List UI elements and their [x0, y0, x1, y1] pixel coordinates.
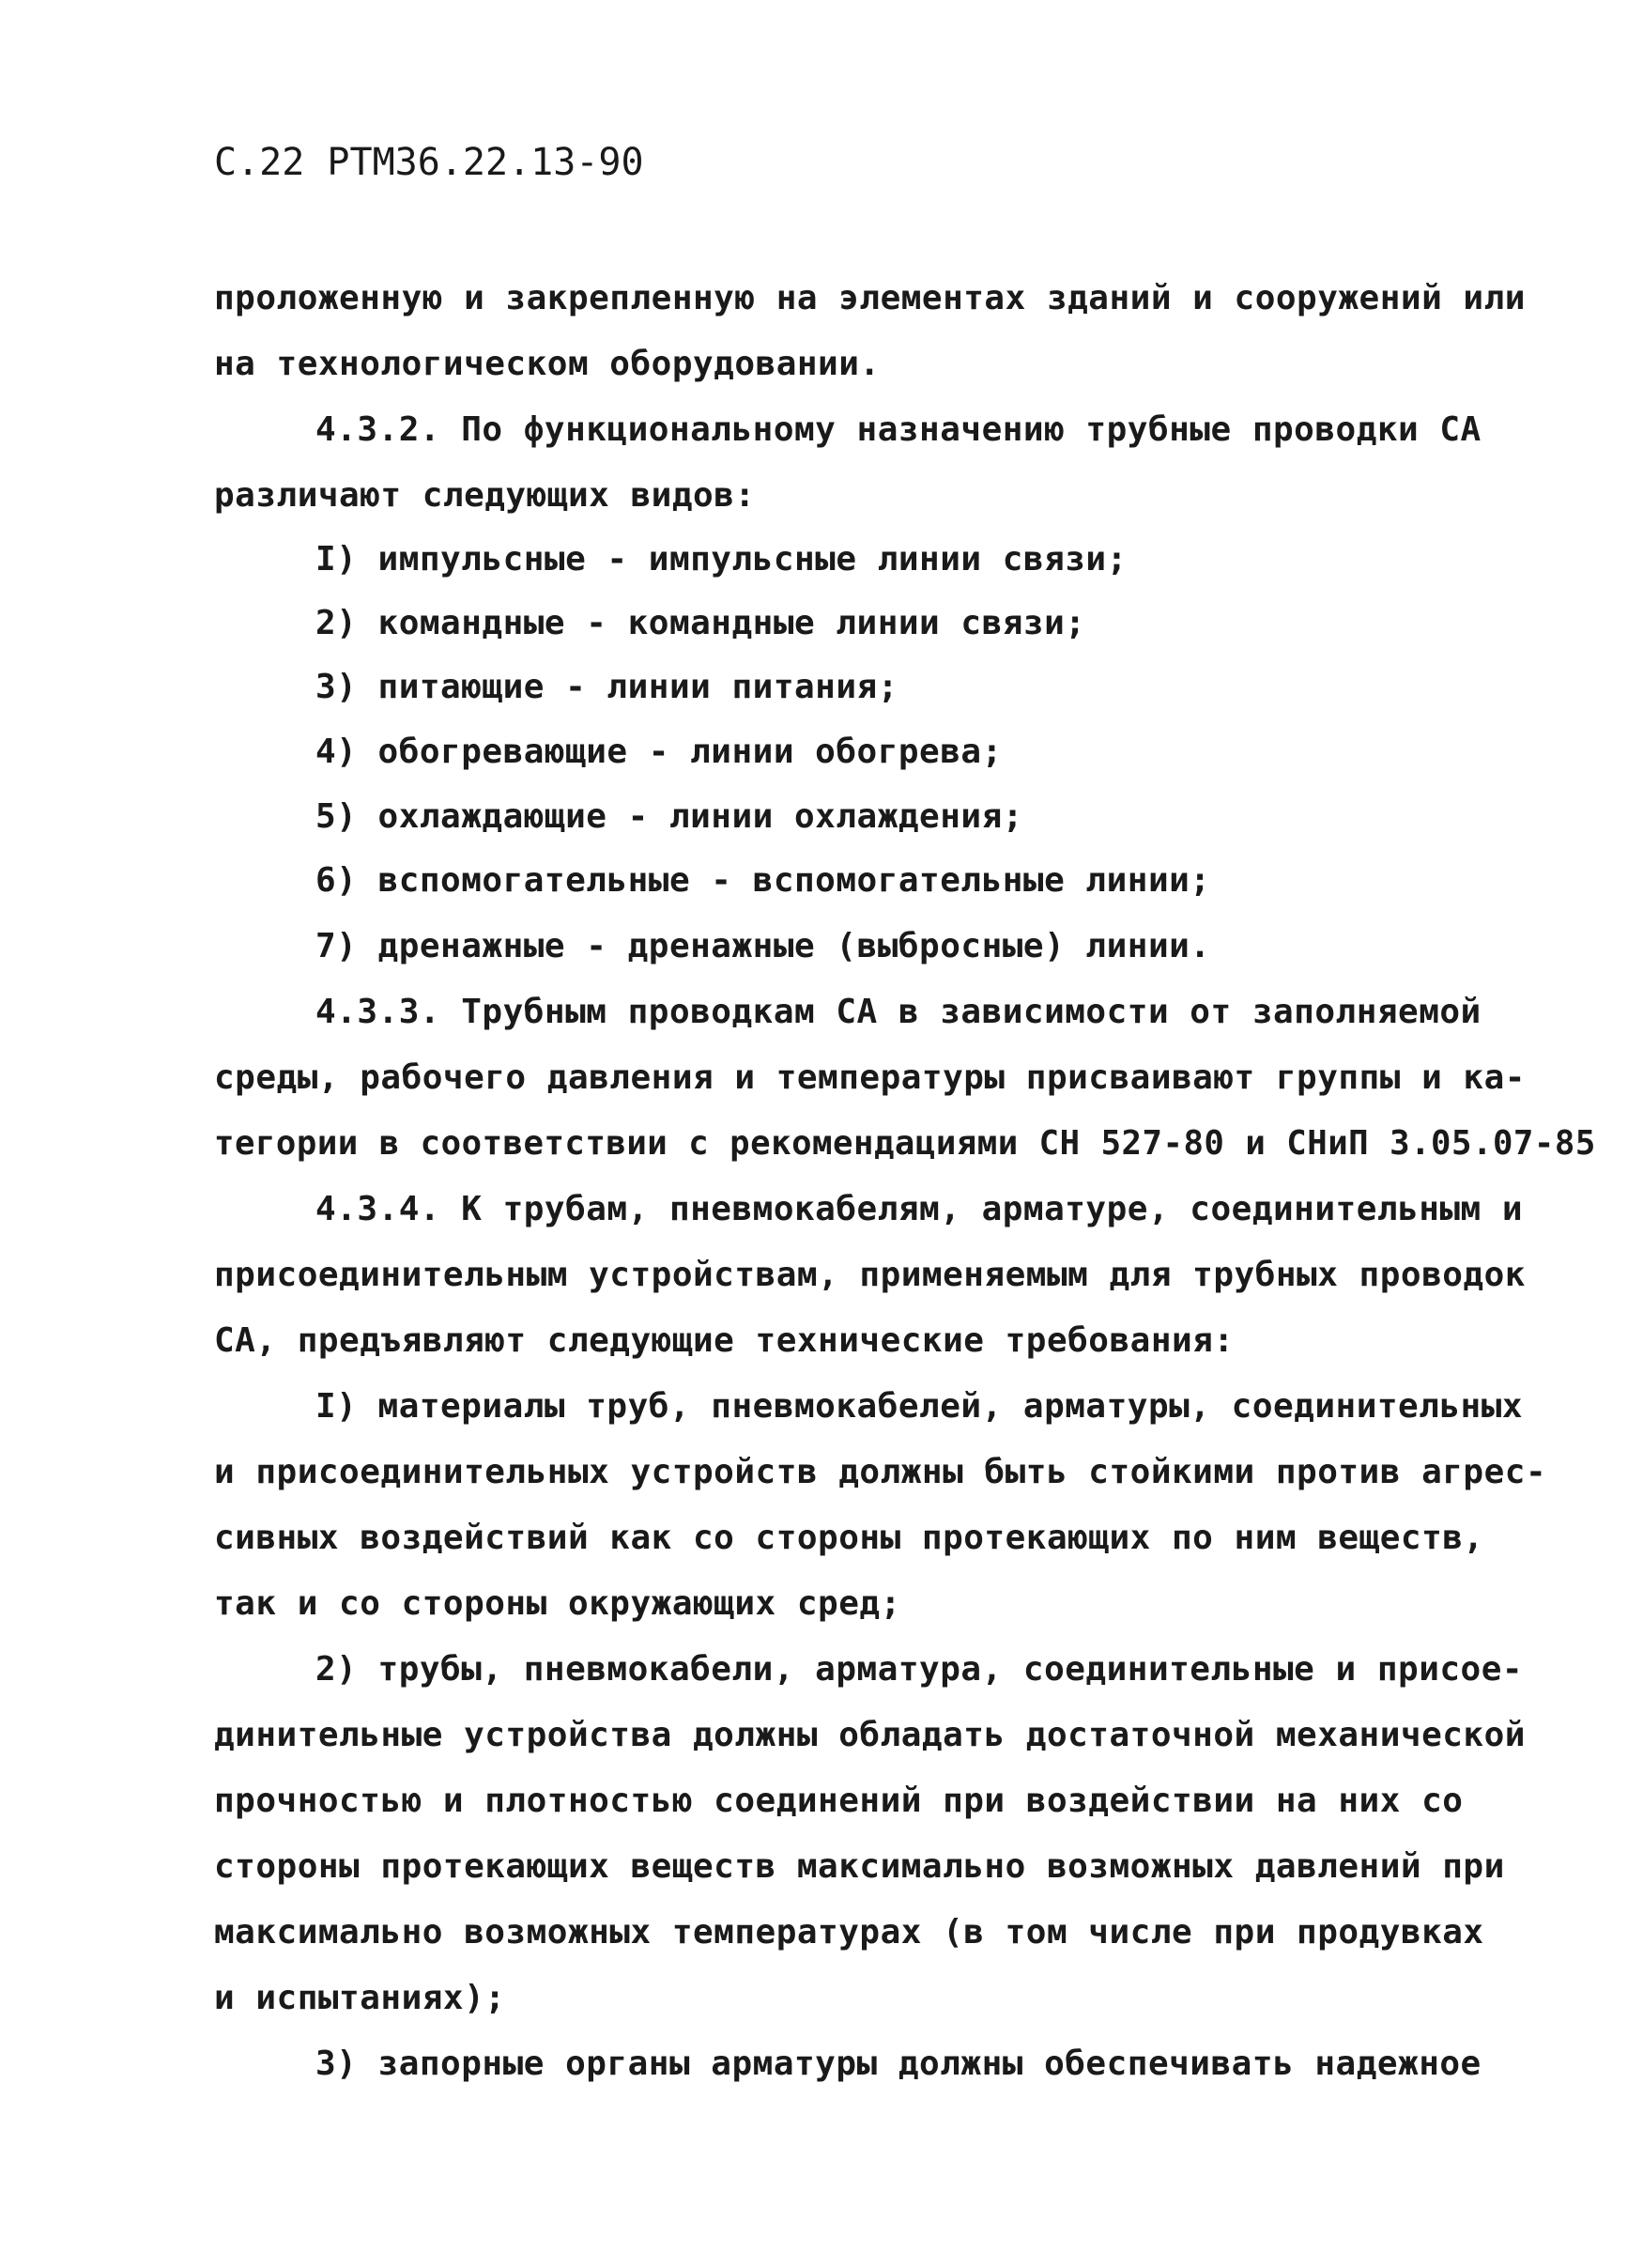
text-line: 4.3.2. По функциональному назначению трубные проводки СА — [315, 410, 1482, 449]
text-line: максимально возможных температурах (в том числе при продувках — [214, 1913, 1484, 1952]
text-line: сивных воздействий как со стороны протекающих по ним веществ, — [214, 1519, 1484, 1557]
text-line: и присоединительных устройств должны быть стойкими против агрес- — [214, 1453, 1547, 1491]
text-line: I) материалы труб, пневмокабелей, арматуры, соединительных — [315, 1387, 1524, 1426]
text-line: различают следующих видов: — [214, 476, 756, 515]
text-line: 2) трубы, пневмокабели, арматура, соединительные и присое- — [315, 1650, 1524, 1689]
text-line: и испытаниях); — [214, 1979, 506, 2017]
text-line: 4.3.4. К трубам, пневмокабелям, арматуре, соединительным и — [315, 1190, 1524, 1228]
text-line: прочностью и плотностью соединений при воздействии на них со — [214, 1782, 1464, 1820]
text-line: 7) дренажные - дренажные (выбросные) линии. — [315, 927, 1211, 965]
text-line: 4) обогревающие - линии обогрева; — [315, 733, 1003, 771]
text-line: так и со стороны окружающих сред; — [214, 1584, 901, 1623]
text-line: 2) командные - командные линии связи; — [315, 604, 1086, 642]
text-line: 3) запорные органы арматуры должны обеспечивать надежное — [315, 2044, 1482, 2083]
text-line: I) импульсные - импульсные линии связи; — [315, 540, 1128, 579]
text-line: 6) вспомогательные - вспомогательные линии; — [315, 861, 1211, 900]
text-line: тегории в соответствии с рекомендациями СН 527-80 и СНиП 3.05.07-85 — [214, 1124, 1596, 1163]
text-line: среды, рабочего давления и температуры присваивают группы и ка- — [214, 1058, 1526, 1097]
text-line: на технологическом оборудовании. — [214, 345, 881, 383]
page-header: С.22 РТМ36.22.13-90 — [214, 141, 644, 184]
text-line: динительные устройства должны обладать достаточной механической — [214, 1716, 1526, 1754]
text-line: 4.3.3. Трубным проводкам СА в зависимости от заполняемой — [315, 993, 1482, 1031]
text-line: 3) питающие - линии питания; — [315, 668, 898, 706]
text-line: 5) охлаждающие - линии охлаждения; — [315, 797, 1023, 836]
text-line: стороны протекающих веществ максимально возможных давлений при — [214, 1847, 1505, 1886]
text-line: СА, предъявляют следующие технические требования: — [214, 1321, 1235, 1360]
text-line: присоединительным устройствам, применяемым для трубных проводок — [214, 1256, 1526, 1294]
text-line: проложенную и закрепленную на элементах зданий и сооружений или — [214, 279, 1526, 317]
